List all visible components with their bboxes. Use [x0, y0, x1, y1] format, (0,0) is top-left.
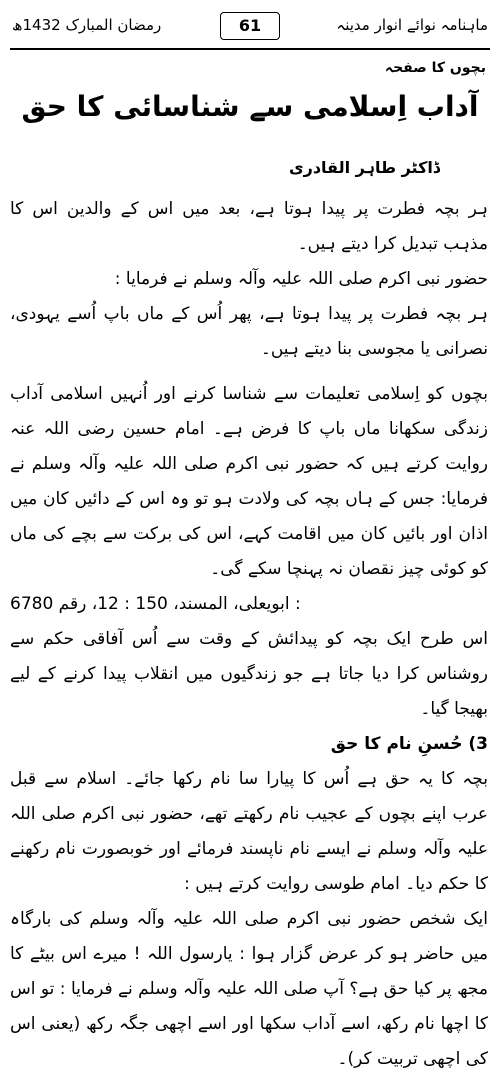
page-number: 61	[220, 12, 280, 40]
paragraph: ایک شخص حضور نبی اکرم صلی اللہ علیہ وآلہ وسلم کی بارگاہ میں حاضر ہو کر عرض گزار ہوا : یارسول اللہ ! میرے اس بیٹے کا مجھ پر کیا حق ہے؟ آپ صلی اللہ علیہ وآلہ وسلم نے فرمایا : تو اس کا اچھا نام رکھ، اسے آداب سکھا اور اسے اچھی جگہ رکھ (یعنی اس کی اچھی تربیت کر)۔	[10, 909, 488, 1069]
paragraph: ہر بچہ فطرت پر پیدا ہوتا ہے، بعد میں اس کے والدین اس کا مذہب تبدیل کرا دیتے ہیں۔	[10, 199, 488, 254]
author-name: ڈاکٹر طاہر القادری	[288, 158, 440, 177]
paragraph: بچوں کو اِسلامی تعلیمات سے شناسا کرنے اور اُنہیں اسلامی آداب زندگی سکھانا ماں باپ کا فرض ہے۔ امام حسین رضی اللہ عنہ روایت کرتے ہیں کہ حضور نبی اکرم صلی اللہ علیہ وآلہ وسلم نے فرمایا: جس کے ہاں بچہ کی ولادت ہو تو وہ اس کے دائیں کان میں اذان اور بائیں کان میں اقامت کہے، اس کی برکت سے بچے کی ماں کو کوئی چیز نقصان نہ پہنچا سکے گی۔	[10, 384, 488, 579]
paragraph: حضور نبی اکرم صلی اللہ علیہ وآلہ وسلم نے فرمایا :	[114, 269, 488, 289]
subheading: 3) حُسنِ نام کا حق	[330, 734, 488, 754]
paragraph: ہر بچہ فطرت پر پیدا ہوتا ہے، پھر اُس کے ماں باپ اُسے یہودی، نصرانی یا مجوسی بنا دیتے ہیں۔	[10, 304, 488, 359]
header-divider	[10, 48, 490, 50]
reference-citation: ابویعلی، المسند، 150 : 12، رقم 6780 :	[10, 594, 301, 614]
section-label: بچوں کا صفحہ	[384, 60, 486, 76]
paragraph: اس طرح ایک بچہ کو پیدائش کے وقت سے اُس آفاقی حکم سے روشناس کرا دیا جاتا ہے جو زندگیوں میں انقلاب پیدا کرنے کے لیے بھیجا گیا۔	[10, 629, 488, 719]
page-header	[12, 12, 488, 42]
issue-date: رمضان المبارک 1432ھ	[12, 16, 162, 34]
article-body	[10, 192, 488, 1077]
article-title: آداب اِسلامی سے شناسائی کا حق	[21, 90, 479, 123]
magazine-name: ماہنامہ نوائے انوار مدینہ	[336, 16, 488, 34]
paragraph: بچہ کا یہ حق ہے اُس کا پیارا سا نام رکھا جائے۔ اسلام سے قبل عرب اپنے بچوں کے عجیب نام رکھتے تھے، حضور نبی اکرم صلی اللہ علیہ وآلہ وسلم نے ایسے نام ناپسند فرمائے اور خوبصورت نام رکھنے کا حکم دیا۔ امام طوسی روایت کرتے ہیں :	[10, 769, 488, 894]
